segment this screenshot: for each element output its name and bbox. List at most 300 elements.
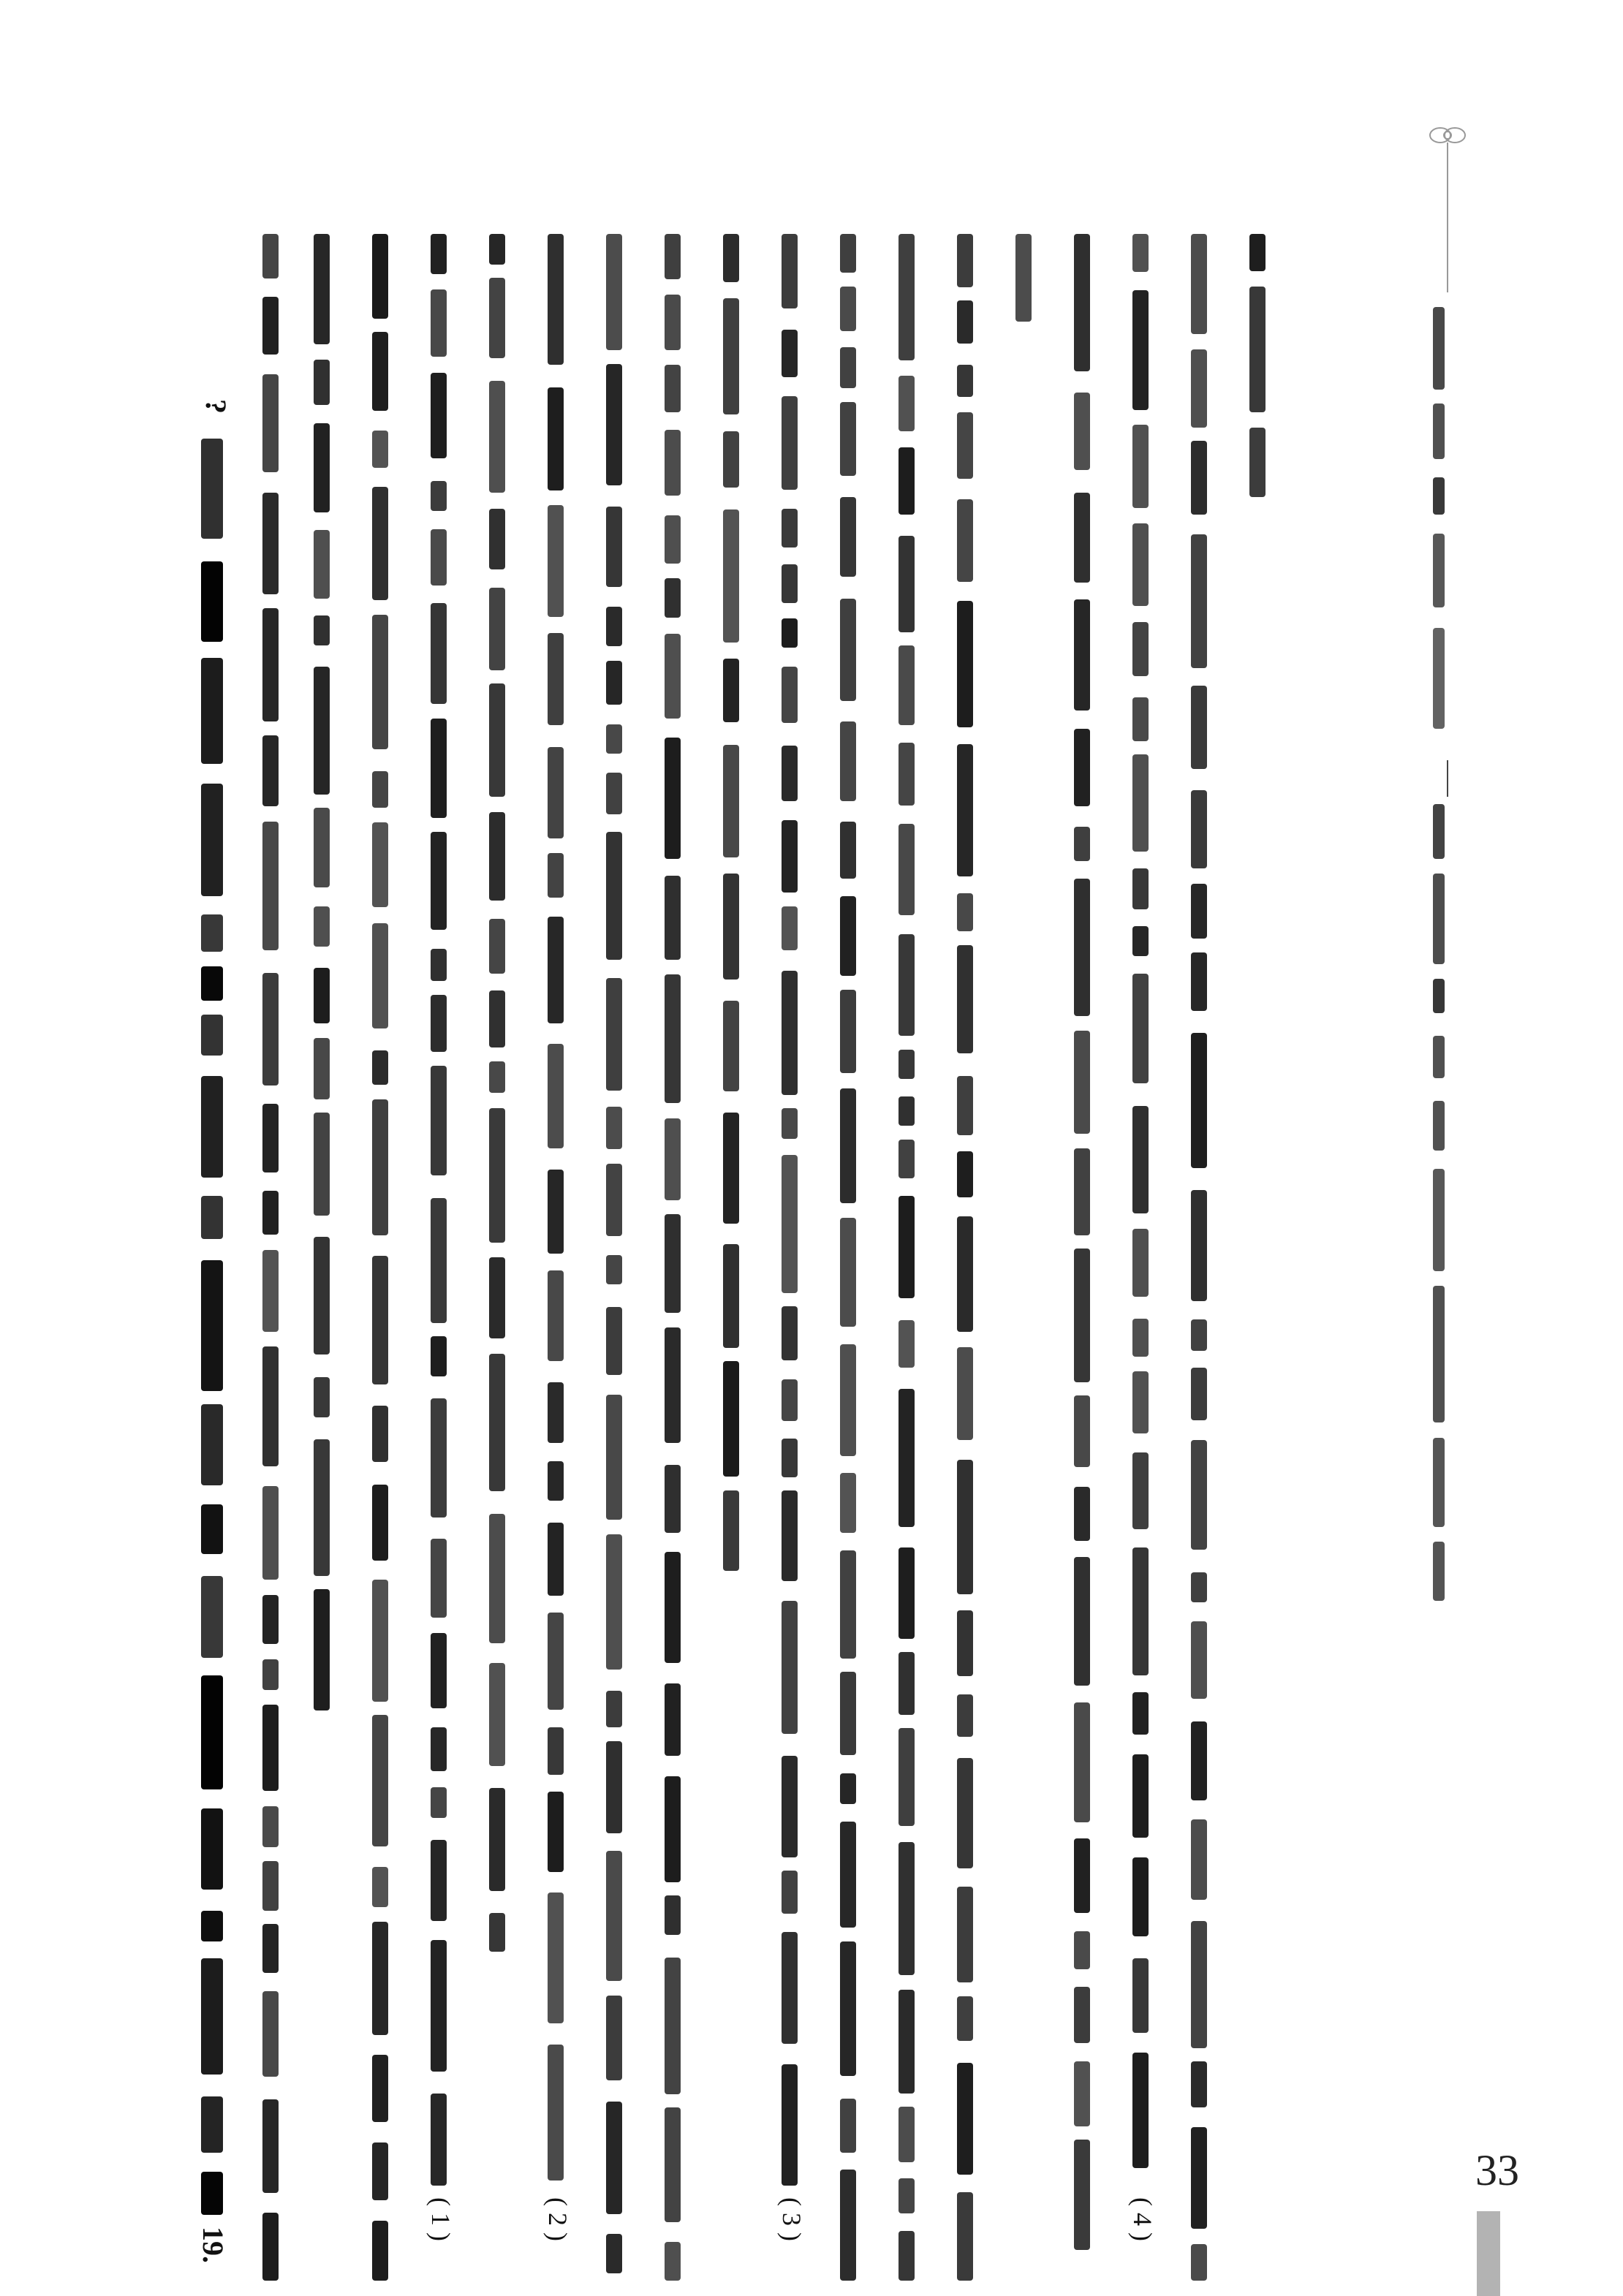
script-word	[372, 1922, 388, 2035]
script-word	[372, 1580, 388, 1702]
script-word	[1132, 1547, 1149, 1675]
script-word	[840, 1941, 856, 2076]
script-word	[1191, 1033, 1207, 1168]
script-word	[898, 743, 915, 806]
script-word	[431, 529, 447, 586]
script-word	[957, 1347, 973, 1440]
script-word	[606, 724, 622, 754]
script-word	[1433, 1036, 1445, 1078]
script-word	[840, 721, 856, 801]
script-word	[957, 300, 973, 344]
text-line	[1011, 234, 1036, 322]
script-word	[840, 1344, 856, 1456]
page-edge-tab	[1477, 2211, 1500, 2296]
script-word	[372, 1867, 388, 1907]
script-word	[957, 1996, 973, 2041]
script-word	[431, 481, 447, 511]
script-word	[1433, 628, 1445, 729]
script-word	[314, 615, 330, 645]
script-word	[665, 974, 681, 1103]
script-word	[606, 1307, 622, 1375]
script-word	[489, 1354, 505, 1491]
script-word	[489, 990, 505, 1047]
script-word	[201, 914, 223, 952]
script-word	[898, 645, 915, 725]
script-word	[262, 608, 279, 721]
script-word	[665, 1465, 681, 1533]
script-word	[840, 599, 856, 701]
script-word	[548, 1270, 564, 1361]
script-word	[1433, 804, 1445, 859]
script-word	[262, 374, 279, 472]
text-line	[1245, 234, 1270, 497]
script-word	[201, 658, 223, 764]
script-word	[1191, 534, 1207, 668]
script-word	[723, 1244, 739, 1348]
script-word	[201, 1504, 223, 1554]
script-word	[1132, 1754, 1149, 1838]
script-word	[372, 2055, 388, 2122]
script-word	[1249, 428, 1266, 497]
script-word	[201, 1404, 223, 1485]
script-word	[1074, 879, 1090, 1016]
text-line	[1187, 234, 1211, 2281]
script-word	[723, 1490, 739, 1571]
running-header	[1426, 804, 1450, 1601]
script-word	[723, 431, 739, 488]
script-word	[782, 234, 798, 308]
script-word	[1433, 1542, 1445, 1601]
script-word	[548, 633, 564, 725]
script-word	[1074, 1031, 1090, 1134]
script-word	[782, 667, 798, 723]
script-word	[1132, 1958, 1149, 2033]
script-word	[201, 1675, 223, 1789]
page-number: 33	[1475, 2146, 1519, 2194]
script-word	[262, 1191, 279, 1235]
script-word	[898, 2178, 915, 2213]
script-word	[314, 906, 330, 947]
script-word	[1433, 307, 1445, 390]
script-word	[606, 978, 622, 1091]
script-word	[262, 2213, 279, 2281]
script-word	[314, 530, 330, 599]
script-word	[665, 1776, 681, 1882]
script-word	[262, 735, 279, 806]
script-word	[372, 2142, 388, 2200]
script-word	[957, 1151, 973, 1197]
script-word	[782, 971, 798, 1095]
script-word	[1132, 1371, 1149, 1433]
script-word	[957, 2192, 973, 2281]
text-line	[309, 234, 334, 1710]
script-word	[548, 1044, 564, 1148]
script-word	[548, 2045, 564, 2181]
script-word	[489, 234, 505, 265]
script-word	[431, 1336, 447, 1376]
script-word	[606, 364, 622, 485]
script-word	[431, 289, 447, 357]
script-word	[548, 1523, 564, 1596]
script-word	[1132, 425, 1149, 508]
script-word	[1132, 1452, 1149, 1529]
script-word	[1191, 2127, 1207, 2229]
script-word	[431, 832, 447, 930]
script-word	[1191, 1819, 1207, 1900]
script-word	[314, 360, 330, 405]
script-word	[1015, 234, 1032, 322]
script-word	[1132, 868, 1149, 909]
script-word	[489, 588, 505, 670]
script-word	[782, 509, 798, 548]
script-word	[372, 1406, 388, 1462]
script-word	[606, 1851, 622, 1981]
script-word	[1191, 1319, 1207, 1351]
script-word	[372, 332, 388, 411]
script-word	[431, 1840, 447, 1921]
script-word	[314, 234, 330, 344]
script-word	[1132, 1229, 1149, 1297]
script-word	[314, 667, 330, 795]
script-word	[840, 287, 856, 331]
script-word	[606, 1741, 622, 1833]
script-word	[548, 1893, 564, 2023]
script-word	[372, 1256, 388, 1384]
script-word	[262, 1346, 279, 1466]
script-word	[1433, 403, 1445, 459]
script-word	[898, 1389, 915, 1527]
script-word	[1433, 1169, 1445, 1271]
script-word	[1191, 349, 1207, 428]
script-word	[606, 1534, 622, 1670]
script-word	[840, 347, 856, 388]
script-word	[548, 747, 564, 838]
script-word	[782, 2064, 798, 2186]
script-word	[1132, 1106, 1149, 1213]
script-word	[723, 659, 739, 722]
script-word	[314, 1038, 330, 1099]
script-word	[262, 1924, 279, 1973]
script-word	[606, 1255, 622, 1284]
script-word	[431, 1066, 447, 1175]
script-word	[840, 1773, 856, 1804]
script-word	[782, 396, 798, 490]
script-word	[606, 507, 622, 587]
script-word	[1074, 1702, 1090, 1822]
script-word	[262, 1104, 279, 1172]
script-word	[548, 917, 564, 1023]
script-word	[201, 1576, 223, 1658]
script-word	[431, 719, 447, 818]
script-word	[1191, 790, 1207, 868]
script-word	[782, 1108, 798, 1139]
script-word	[262, 1659, 279, 1690]
script-word	[201, 966, 223, 1001]
script-word	[1074, 1249, 1090, 1382]
script-word	[201, 439, 223, 539]
script-word	[782, 1306, 798, 1360]
script-word	[548, 234, 564, 365]
script-word	[489, 278, 505, 358]
script-word	[431, 2094, 447, 2186]
script-word	[898, 376, 915, 431]
script-word	[372, 1050, 388, 1085]
script-word	[665, 365, 681, 412]
script-word	[314, 1237, 330, 1355]
script-word	[548, 853, 564, 898]
script-word	[314, 1439, 330, 1576]
script-word	[431, 1633, 447, 1708]
script-word	[262, 822, 279, 950]
script-word	[782, 1490, 798, 1581]
text-line	[1070, 234, 1094, 2281]
script-word	[489, 812, 505, 901]
script-word	[782, 1601, 798, 1734]
script-word	[957, 893, 973, 931]
paragraph-marker-4: ( 4 )	[1127, 2193, 1158, 2246]
script-word	[1132, 926, 1149, 956]
script-word	[840, 1218, 856, 1327]
script-word	[840, 2170, 856, 2281]
script-word	[548, 1792, 564, 1872]
script-word	[489, 1788, 505, 1891]
script-word	[1433, 979, 1445, 1013]
script-word	[201, 784, 223, 896]
script-word	[1074, 2140, 1090, 2250]
script-word	[201, 1015, 223, 1056]
script-word	[957, 234, 973, 287]
script-word	[431, 1539, 447, 1618]
script-word	[1074, 1487, 1090, 1541]
script-word	[201, 1196, 223, 1239]
paragraph-marker-3: ( 3 )	[776, 2193, 807, 2246]
script-word	[957, 744, 973, 876]
script-word	[548, 505, 564, 617]
script-word	[262, 1861, 279, 1911]
script-word	[723, 298, 739, 414]
script-word	[314, 1589, 330, 1710]
script-word	[606, 2234, 622, 2273]
script-word	[201, 1958, 223, 2075]
script-word	[898, 934, 915, 1036]
script-word	[665, 738, 681, 859]
script-word	[665, 430, 681, 496]
script-word	[1191, 2061, 1207, 2107]
script-word	[665, 1895, 681, 1935]
script-word	[665, 1214, 681, 1313]
script-word	[314, 1377, 330, 1417]
script-word	[372, 487, 388, 600]
script-word	[372, 431, 388, 468]
script-word	[840, 990, 856, 1073]
ornament-icon	[1426, 117, 1469, 154]
script-word	[431, 995, 447, 1052]
script-word	[262, 1595, 279, 1644]
script-word	[665, 515, 681, 564]
script-word	[1433, 1101, 1445, 1151]
script-word	[1191, 952, 1207, 1011]
script-word	[665, 634, 681, 719]
script-word	[1191, 884, 1207, 939]
script-word	[898, 2231, 915, 2281]
script-word	[1433, 534, 1445, 607]
script-word	[314, 968, 330, 1023]
script-word	[898, 1320, 915, 1368]
script-word	[262, 1991, 279, 2077]
script-word	[957, 365, 973, 397]
script-word	[898, 824, 915, 915]
script-word	[840, 896, 856, 976]
script-word	[489, 1061, 505, 1093]
script-word	[665, 1118, 681, 1200]
script-word	[262, 493, 279, 594]
script-word	[957, 412, 973, 479]
script-word	[898, 1547, 915, 1639]
script-word	[606, 832, 622, 960]
script-word	[201, 2172, 223, 2215]
script-word	[431, 1787, 447, 1818]
script-word	[606, 1395, 622, 1520]
script-word	[372, 771, 388, 808]
script-word	[898, 1050, 915, 1079]
text-line	[258, 234, 283, 2281]
script-word	[665, 234, 681, 279]
script-word	[262, 297, 279, 355]
script-word	[262, 973, 279, 1086]
script-word	[1074, 234, 1090, 371]
script-word	[1191, 1440, 1207, 1550]
question-text-line	[200, 439, 224, 2215]
script-word	[431, 1198, 447, 1323]
script-word	[665, 2107, 681, 2222]
script-word	[314, 423, 330, 512]
script-word	[1191, 1621, 1207, 1699]
script-word	[1191, 441, 1207, 515]
script-word	[548, 1727, 564, 1775]
script-word	[1433, 874, 1445, 964]
script-word	[489, 1108, 505, 1243]
script-word	[548, 1170, 564, 1254]
script-word	[372, 1485, 388, 1561]
script-word	[548, 1382, 564, 1443]
script-word	[1132, 697, 1149, 741]
script-word	[840, 234, 856, 273]
script-word	[957, 1460, 973, 1594]
script-word	[957, 1758, 973, 1868]
script-word	[782, 746, 798, 801]
paragraph-marker-1: ( 1 )	[425, 2193, 456, 2246]
script-word	[1132, 622, 1149, 676]
text-line	[836, 234, 860, 2281]
script-word	[201, 2096, 223, 2153]
script-word	[898, 2107, 915, 2162]
script-word	[723, 874, 739, 980]
script-word	[957, 945, 973, 1053]
script-word	[782, 330, 798, 377]
question-mark: ?	[199, 395, 233, 418]
script-word	[840, 1088, 856, 1203]
script-word	[957, 601, 973, 727]
script-word	[489, 683, 505, 797]
script-word	[1132, 974, 1149, 1083]
script-word	[782, 1439, 798, 1477]
script-word	[1074, 599, 1090, 711]
script-word	[1191, 234, 1207, 334]
script-word	[1191, 1368, 1207, 1420]
script-word	[957, 1076, 973, 1135]
script-word	[201, 1076, 223, 1178]
script-word	[1132, 523, 1149, 606]
script-word	[1132, 1857, 1149, 1936]
script-word	[782, 1932, 798, 2044]
text-line	[894, 234, 919, 2281]
question-number: 19.	[196, 2222, 230, 2267]
script-word	[840, 402, 856, 476]
script-word	[898, 536, 915, 632]
script-word	[548, 387, 564, 490]
script-word	[1132, 1692, 1149, 1735]
script-word	[840, 1473, 856, 1533]
script-word	[898, 447, 915, 515]
script-word	[489, 1663, 505, 1766]
script-word	[431, 234, 447, 274]
script-word	[431, 949, 447, 981]
script-word	[201, 1808, 223, 1890]
script-word	[665, 295, 681, 350]
script-word	[1074, 1931, 1090, 1969]
script-word	[840, 1672, 856, 1755]
script-word	[431, 603, 447, 704]
script-word	[1191, 1572, 1207, 1602]
script-word	[723, 745, 739, 857]
script-word	[1074, 1838, 1090, 1913]
script-word	[606, 661, 622, 705]
script-word	[665, 2242, 681, 2281]
script-word	[201, 1911, 223, 1941]
script-word	[548, 1461, 564, 1501]
script-word	[782, 1379, 798, 1421]
script-word	[1074, 1557, 1090, 1686]
script-word	[372, 822, 388, 907]
script-word	[1191, 686, 1207, 769]
script-word	[262, 1705, 279, 1791]
script-word	[262, 234, 279, 279]
script-word	[372, 923, 388, 1028]
header-rule	[1447, 150, 1448, 292]
script-word	[431, 373, 447, 458]
script-word	[782, 618, 798, 648]
script-word	[957, 1216, 973, 1332]
script-word	[1433, 1286, 1445, 1422]
script-word	[1074, 729, 1090, 806]
script-word	[1074, 393, 1090, 470]
script-word	[262, 1250, 279, 1332]
script-word	[957, 2063, 973, 2175]
text-line	[426, 234, 451, 2186]
text-line	[953, 234, 977, 2281]
script-word	[898, 1842, 915, 1975]
script-word	[1132, 234, 1149, 272]
text-line	[777, 234, 802, 2186]
script-word	[1191, 1190, 1207, 1301]
script-word	[898, 1728, 915, 1826]
script-word	[372, 615, 388, 749]
script-word	[782, 564, 798, 603]
script-word	[201, 561, 223, 642]
script-word	[957, 1887, 973, 1982]
script-word	[314, 808, 330, 887]
script-word	[840, 1822, 856, 1928]
